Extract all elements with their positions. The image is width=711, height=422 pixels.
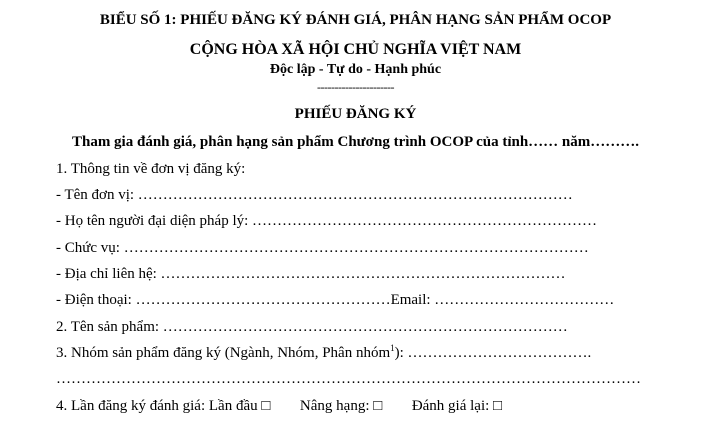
checkbox-reevaluation[interactable]: □	[493, 398, 503, 414]
document-subtitle: Tham gia đánh giá, phân hạng sản phẩm Chương trình OCOP của tỉnh…… năm……….	[71, 134, 640, 150]
address-field: - Địa chỉ liên hệ: ………………………………………………………………………	[56, 266, 566, 282]
document-title: PHIẾU ĐĂNG KÝ	[294, 106, 417, 122]
checkbox-upgrade[interactable]: □	[373, 398, 383, 414]
section-3-label: 3. Nhóm sản phẩm đăng ký (Ngành, Nhóm, Phân nhóm	[56, 345, 391, 361]
upgrade-label: Nâng hạng:	[299, 398, 374, 414]
section-3-continuation: ………………………………………………………………………………………………………	[56, 371, 641, 387]
checkbox-first-time[interactable]: □	[261, 398, 271, 414]
section-4-label: 4. Lần đăng ký đánh giá: Lần đầu	[56, 398, 262, 414]
footnote-marker: 1	[390, 343, 395, 353]
legal-representative-field: - Họ tên người đại diện pháp lý: ……………………………………………………………	[56, 213, 598, 229]
form-number-title: BIỂU SỐ 1: PHIẾU ĐĂNG KÝ ĐÁNH GIÁ, PHÂN HẠNG SẢN PHẨM OCOP	[99, 12, 612, 28]
section-3-product-group	[56, 345, 591, 362]
section-2-product-name: 2. Tên sản phẩm: ………………………………………………………………………	[56, 319, 568, 335]
nation-heading: CỘNG HÒA XÃ HỘI CHỦ NGHĨA VIỆT NAM	[189, 41, 522, 58]
section-3-dots: ): ……………………………….	[394, 345, 592, 361]
section-4-evaluation-type	[56, 398, 502, 415]
divider: ----------------------	[317, 80, 394, 94]
motto: Độc lập - Tự do - Hạnh phúc	[269, 62, 442, 77]
reevaluation-label: Đánh giá lại:	[411, 398, 494, 414]
unit-name-field: - Tên đơn vị: ……………………………………………………………………………	[56, 187, 573, 203]
section-1-heading: 1. Thông tin về đơn vị đăng ký:	[56, 161, 246, 177]
position-field: - Chức vụ: …………………………………………………………………………………	[56, 240, 589, 256]
phone-email-field: - Điện thoại: ……………………………………………Email: ………………………………	[56, 292, 615, 308]
